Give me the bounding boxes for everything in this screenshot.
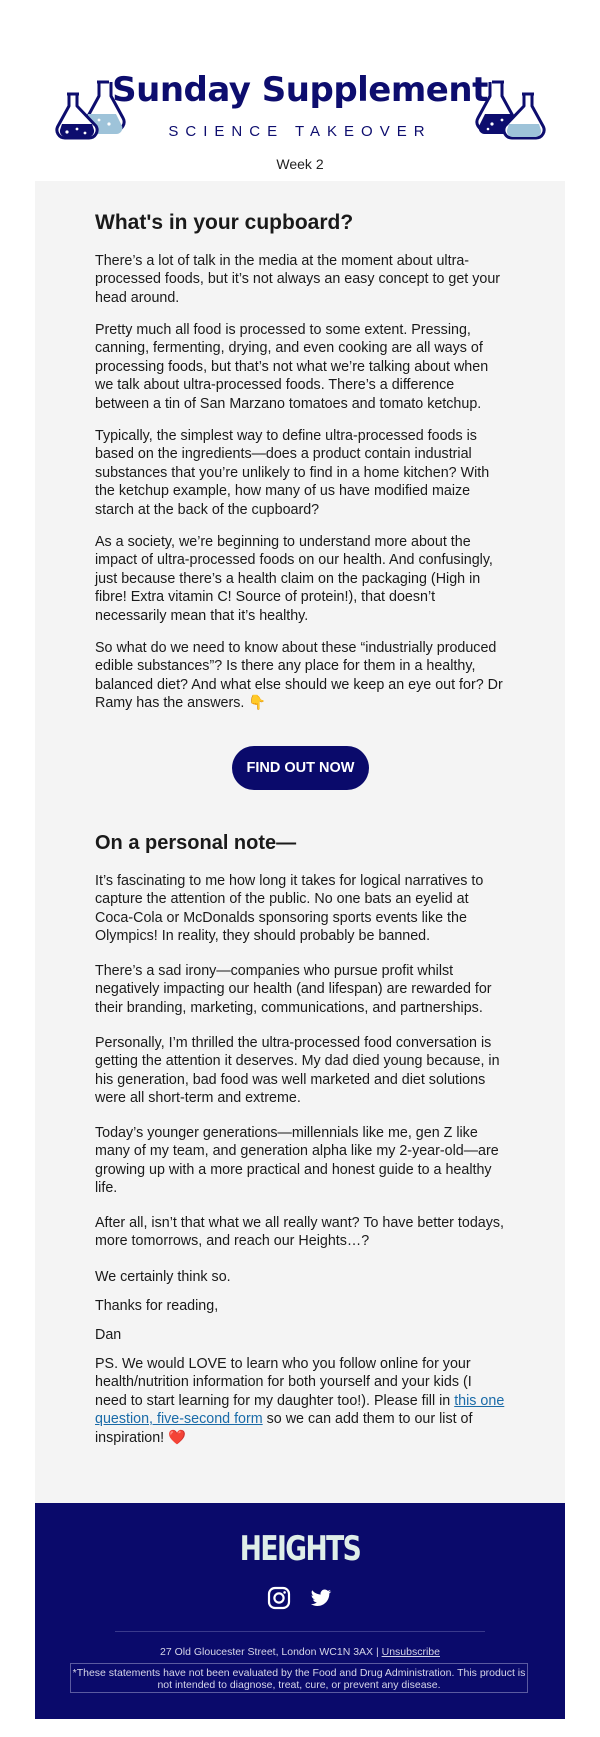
week-label: Week 2 xyxy=(276,156,324,172)
paragraph: As a society, we’re beginning to understand more about the impact of ultra-processed foods on our health. And confusingly, just because there’s a health claim on the packaging (High in fibre! Extra vitamin C! Source of protein!), that doesn’t necessarily mean that it’s healthy. xyxy=(95,534,493,624)
paragraph: It’s fascinating to me how long it takes for logical narratives to capture the attention of the public. No one bats an eyelid at Coca-Cola or McDonalds sponsoring sports events like the Olympics! In reality, they should probably be banned. xyxy=(95,873,484,945)
ps-text: PS. We would LOVE to learn who you follow online for your health/nutrition information for both yourself and your kids (I need to start learning for my daughter too!). Please fill in xyxy=(95,1356,472,1409)
email-footer xyxy=(35,1503,565,1719)
content-card xyxy=(35,181,565,1503)
unsubscribe-link[interactable]: Unsubscribe xyxy=(381,1646,440,1658)
heights-logo: HEIGHTS xyxy=(239,1529,361,1569)
paragraph: We certainly think so. xyxy=(95,1269,231,1285)
form-link[interactable]: this one question, five-second form xyxy=(95,1392,505,1428)
social-links xyxy=(35,1585,565,1611)
paragraph: Typically, the simplest way to define ultra-processed foods is based on the ingredients—does a product contain industrial substances that you’re unlikely to find in a home kitchen? With the ketchup example, how many of us have modified maize starch at the back of the cupboard? xyxy=(95,428,490,518)
flask-icon xyxy=(466,80,546,144)
brand-subtitle: SCIENCE TAKEOVER xyxy=(168,123,432,140)
footer-divider xyxy=(115,1631,485,1632)
ps-paragraph xyxy=(95,1355,505,1447)
paragraph: There’s a lot of talk in the media at the moment about ultra-processed foods, but it’s not always an easy concept to get your head around. xyxy=(95,253,501,306)
signature: Dan xyxy=(95,1327,122,1343)
paragraph: Pretty much all food is processed to some extent. Pressing, canning, fermenting, drying, and even cooking are all ways of processing foods, but that’s not what we’re talking about when we talk about ultra-processed foods. There’s a difference between a tin of San Marzano tomatoes and tomato ketchup. xyxy=(95,322,489,412)
section-heading: On a personal note— xyxy=(95,832,297,854)
section-heading: What's in your cupboard? xyxy=(95,211,354,234)
paragraph: So what do we need to know about these “industrially produced edible substances”? Is there any place for them in a healthy, balanced diet? And what else should we keep an eye out for? Dr Ramy has the answers. 👇 xyxy=(95,640,503,712)
paragraph: After all, isn’t that what we all really want? To have better todays, more tomorrows, and reach our Heights…? xyxy=(95,1215,504,1250)
footer-address xyxy=(35,1646,565,1658)
paragraph: Personally, I’m thrilled the ultra-processed food conversation is getting the attention it deserves. My dad died young because, in his generation, bad food was well marketed and diet solutions were all short-term and extreme. xyxy=(95,1035,500,1107)
instagram-icon[interactable] xyxy=(266,1585,292,1611)
twitter-icon[interactable] xyxy=(308,1585,334,1611)
brand-title: Sunday Supplement xyxy=(112,70,488,110)
address-text: 27 Old Gloucester Street, London WC1N 3AX | xyxy=(160,1646,382,1658)
find-out-now-button[interactable]: FIND OUT NOW xyxy=(232,746,369,790)
paragraph: Today’s younger generations—millennials like me, gen Z like many of my team, and generation alpha like my 2-year-old—are growing up with a more practical and honest guide to a healthy life. xyxy=(95,1125,499,1197)
email-header xyxy=(0,0,600,180)
ps-text-end: so we can add them to our list of inspiration! ❤️ xyxy=(95,1411,473,1446)
paragraph: Thanks for reading, xyxy=(95,1298,219,1314)
paragraph: There’s a sad irony—companies who pursue profit whilst negatively impacting our health (and lifespan) are rewarded for their branding, marketing, communications, and partnerships. xyxy=(95,963,492,1016)
fda-disclaimer: *These statements have not been evaluated by the Food and Drug Administration. This product is not intended to diagnose, treat, cure, or prevent any disease. xyxy=(70,1663,528,1693)
